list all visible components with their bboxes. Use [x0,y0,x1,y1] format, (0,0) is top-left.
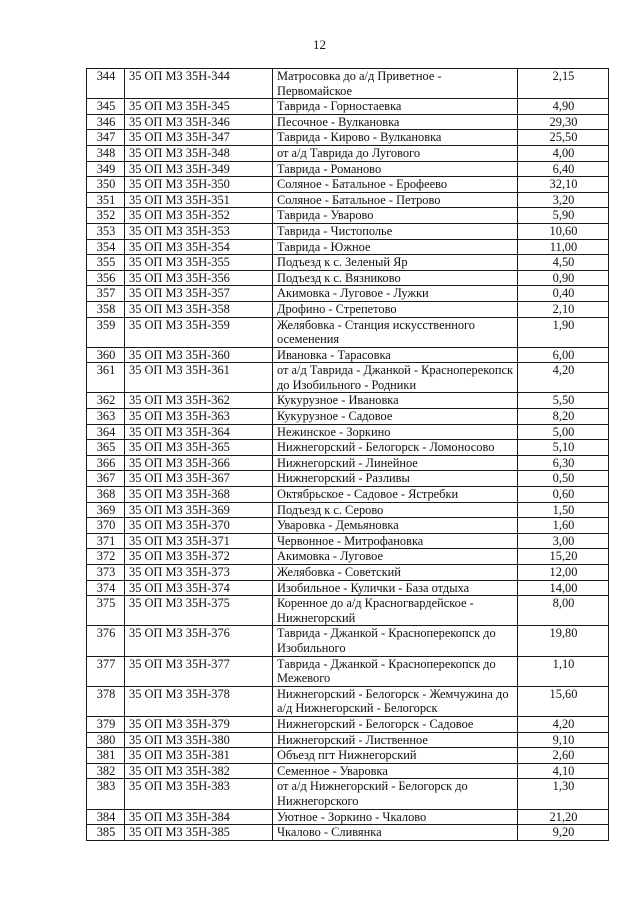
road-length-cell: 6,00 [518,347,609,363]
road-length-cell: 0,40 [518,286,609,302]
table-row [87,748,609,764]
road-length-cell: 14,00 [518,580,609,596]
road-code-cell: 35 ОП МЗ 35Н-379 [125,716,273,732]
road-name-cell: Таврида - Южное [273,239,518,255]
table-row [87,626,609,656]
road-name-cell: Таврида - Чистополье [273,223,518,239]
row-number-cell: 368 [87,487,125,503]
road-name-cell: Таврида - Кирово - Вулкановка [273,130,518,146]
road-length-cell: 4,10 [518,763,609,779]
road-length-cell: 0,60 [518,487,609,503]
road-name-cell: Дрофино - Стрепетово [273,301,518,317]
row-number-cell: 344 [87,69,125,99]
road-length-cell: 25,50 [518,130,609,146]
row-number-cell: 353 [87,223,125,239]
table-row [87,596,609,626]
road-code-cell: 35 ОП МЗ 35Н-375 [125,596,273,626]
table-row [87,424,609,440]
row-number-cell: 364 [87,424,125,440]
row-number-cell: 369 [87,502,125,518]
road-length-cell: 9,10 [518,732,609,748]
road-length-cell: 2,10 [518,301,609,317]
table-row [87,533,609,549]
road-name-cell: Изобильное - Кулички - База отдыха [273,580,518,596]
road-length-cell: 19,80 [518,626,609,656]
table-row [87,809,609,825]
road-length-cell: 8,20 [518,409,609,425]
road-name-cell: Коренное до а/д Красногвардейское - Нижнегорский [273,596,518,626]
road-name-cell: Нижнегорский - Белогорск - Жемчужина до а/д Нижнегорский - Белогорск [273,686,518,716]
road-code-cell: 35 ОП МЗ 35Н-358 [125,301,273,317]
table-row [87,502,609,518]
table-row [87,656,609,686]
road-length-cell: 3,20 [518,192,609,208]
row-number-cell: 383 [87,779,125,809]
row-number-cell: 352 [87,208,125,224]
table-row [87,130,609,146]
row-number-cell: 346 [87,114,125,130]
roads-table-body [87,69,609,841]
road-name-cell: Желябовка - Советский [273,565,518,581]
road-code-cell: 35 ОП МЗ 35Н-376 [125,626,273,656]
road-code-cell: 35 ОП МЗ 35Н-364 [125,424,273,440]
road-length-cell: 32,10 [518,177,609,193]
row-number-cell: 380 [87,732,125,748]
table-row [87,161,609,177]
road-length-cell: 1,10 [518,656,609,686]
table-row [87,270,609,286]
road-name-cell: Червонное - Митрофановка [273,533,518,549]
roads-table [86,68,609,841]
road-name-cell: Соляное - Батальное - Петрово [273,192,518,208]
road-length-cell: 21,20 [518,809,609,825]
table-row [87,145,609,161]
road-name-cell: Нижнегорский - Разливы [273,471,518,487]
road-code-cell: 35 ОП МЗ 35Н-365 [125,440,273,456]
road-code-cell: 35 ОП МЗ 35Н-381 [125,748,273,764]
road-code-cell: 35 ОП МЗ 35Н-352 [125,208,273,224]
road-code-cell: 35 ОП МЗ 35Н-362 [125,393,273,409]
road-name-cell: Таврида - Горностаевка [273,99,518,115]
row-number-cell: 375 [87,596,125,626]
row-number-cell: 350 [87,177,125,193]
road-code-cell: 35 ОП МЗ 35Н-383 [125,779,273,809]
road-length-cell: 29,30 [518,114,609,130]
row-number-cell: 372 [87,549,125,565]
row-number-cell: 360 [87,347,125,363]
road-length-cell: 11,00 [518,239,609,255]
road-code-cell: 35 ОП МЗ 35Н-345 [125,99,273,115]
road-length-cell: 4,00 [518,145,609,161]
road-name-cell: Нижнегорский - Белогорск - Садовое [273,716,518,732]
row-number-cell: 363 [87,409,125,425]
road-code-cell: 35 ОП МЗ 35Н-380 [125,732,273,748]
table-row [87,549,609,565]
road-length-cell: 4,90 [518,99,609,115]
road-code-cell: 35 ОП МЗ 35Н-350 [125,177,273,193]
road-length-cell: 5,10 [518,440,609,456]
road-name-cell: Нижнегорский - Линейное [273,455,518,471]
row-number-cell: 358 [87,301,125,317]
road-length-cell: 15,20 [518,549,609,565]
row-number-cell: 370 [87,518,125,534]
row-number-cell: 357 [87,286,125,302]
row-number-cell: 349 [87,161,125,177]
road-code-cell: 35 ОП МЗ 35Н-369 [125,502,273,518]
table-row [87,208,609,224]
table-row [87,732,609,748]
row-number-cell: 385 [87,825,125,841]
road-code-cell: 35 ОП МЗ 35Н-355 [125,255,273,271]
road-code-cell: 35 ОП МЗ 35Н-370 [125,518,273,534]
road-name-cell: Кукурузное - Садовое [273,409,518,425]
road-code-cell: 35 ОП МЗ 35Н-371 [125,533,273,549]
road-length-cell: 9,20 [518,825,609,841]
row-number-cell: 362 [87,393,125,409]
table-row [87,455,609,471]
road-name-cell: Чкалово - Сливянка [273,825,518,841]
table-row [87,317,609,347]
table-row [87,301,609,317]
row-number-cell: 381 [87,748,125,764]
road-code-cell: 35 ОП МЗ 35Н-347 [125,130,273,146]
road-name-cell: Уютное - Зоркино - Чкалово [273,809,518,825]
road-name-cell: Желябовка - Станция искусственного осеменения [273,317,518,347]
table-row [87,409,609,425]
table-row [87,716,609,732]
road-name-cell: Матросовка до а/д Приветное - Первомайское [273,69,518,99]
road-name-cell: Объезд пгт Нижнегорский [273,748,518,764]
road-code-cell: 35 ОП МЗ 35Н-372 [125,549,273,565]
road-name-cell: Нижнегорский - Лиственное [273,732,518,748]
row-number-cell: 354 [87,239,125,255]
row-number-cell: 378 [87,686,125,716]
table-row [87,471,609,487]
road-code-cell: 35 ОП МЗ 35Н-346 [125,114,273,130]
road-length-cell: 2,60 [518,748,609,764]
road-code-cell: 35 ОП МЗ 35Н-378 [125,686,273,716]
table-row [87,286,609,302]
row-number-cell: 373 [87,565,125,581]
road-length-cell: 6,40 [518,161,609,177]
road-code-cell: 35 ОП МЗ 35Н-353 [125,223,273,239]
row-number-cell: 347 [87,130,125,146]
road-length-cell: 4,20 [518,716,609,732]
table-row [87,686,609,716]
road-name-cell: Ивановка - Тарасовка [273,347,518,363]
row-number-cell: 348 [87,145,125,161]
road-name-cell: от а/д Нижнегорский - Белогорск до Нижнегорского [273,779,518,809]
road-length-cell: 6,30 [518,455,609,471]
road-code-cell: 35 ОП МЗ 35Н-377 [125,656,273,686]
road-code-cell: 35 ОП МЗ 35Н-373 [125,565,273,581]
page-number: 12 [313,37,326,52]
road-name-cell: Октябрьское - Садовое - Ястребки [273,487,518,503]
table-row [87,565,609,581]
road-code-cell: 35 ОП МЗ 35Н-374 [125,580,273,596]
road-name-cell: Подъезд к с. Вязниково [273,270,518,286]
road-code-cell: 35 ОП МЗ 35Н-363 [125,409,273,425]
road-name-cell: от а/д Таврида до Лугового [273,145,518,161]
table-row [87,363,609,393]
table-row [87,177,609,193]
road-code-cell: 35 ОП МЗ 35Н-357 [125,286,273,302]
road-code-cell: 35 ОП МЗ 35Н-349 [125,161,273,177]
road-length-cell: 2,15 [518,69,609,99]
road-length-cell: 0,50 [518,471,609,487]
road-length-cell: 12,00 [518,565,609,581]
road-name-cell: Нижнегорский - Белогорск - Ломоносово [273,440,518,456]
road-name-cell: Таврида - Романово [273,161,518,177]
road-name-cell: Песочное - Вулкановка [273,114,518,130]
row-number-cell: 377 [87,656,125,686]
row-number-cell: 382 [87,763,125,779]
table-row [87,192,609,208]
table-row [87,223,609,239]
road-code-cell: 35 ОП МЗ 35Н-361 [125,363,273,393]
table-row [87,114,609,130]
table-row [87,580,609,596]
row-number-cell: 365 [87,440,125,456]
road-name-cell: Кукурузное - Ивановка [273,393,518,409]
road-length-cell: 8,00 [518,596,609,626]
row-number-cell: 359 [87,317,125,347]
row-number-cell: 356 [87,270,125,286]
road-name-cell: Уваровка - Демьяновка [273,518,518,534]
road-name-cell: Акимовка - Луговое [273,549,518,565]
road-length-cell: 4,50 [518,255,609,271]
table-row [87,239,609,255]
table-row [87,69,609,99]
row-number-cell: 384 [87,809,125,825]
row-number-cell: 376 [87,626,125,656]
row-number-cell: 366 [87,455,125,471]
row-number-cell: 379 [87,716,125,732]
road-length-cell: 15,60 [518,686,609,716]
road-length-cell: 5,00 [518,424,609,440]
road-code-cell: 35 ОП МЗ 35Н-354 [125,239,273,255]
road-code-cell: 35 ОП МЗ 35Н-344 [125,69,273,99]
table-row [87,487,609,503]
road-name-cell: Подъезд к с. Зеленый Яр [273,255,518,271]
road-length-cell: 10,60 [518,223,609,239]
road-length-cell: 5,90 [518,208,609,224]
road-name-cell: Таврида - Джанкой - Красноперекопск до Межевого [273,656,518,686]
table-row [87,255,609,271]
road-code-cell: 35 ОП МЗ 35Н-385 [125,825,273,841]
road-code-cell: 35 ОП МЗ 35Н-384 [125,809,273,825]
road-name-cell: Акимовка - Луговое - Лужки [273,286,518,302]
table-row [87,779,609,809]
row-number-cell: 371 [87,533,125,549]
road-code-cell: 35 ОП МЗ 35Н-348 [125,145,273,161]
road-length-cell: 3,00 [518,533,609,549]
road-code-cell: 35 ОП МЗ 35Н-359 [125,317,273,347]
road-name-cell: от а/д Таврида - Джанкой - Красноперекопск до Изобильного - Родники [273,363,518,393]
road-name-cell: Таврида - Уварово [273,208,518,224]
road-length-cell: 5,50 [518,393,609,409]
road-length-cell: 1,90 [518,317,609,347]
road-code-cell: 35 ОП МЗ 35Н-351 [125,192,273,208]
row-number-cell: 361 [87,363,125,393]
road-length-cell: 4,20 [518,363,609,393]
table-row [87,518,609,534]
table-row [87,393,609,409]
road-code-cell: 35 ОП МЗ 35Н-382 [125,763,273,779]
road-name-cell: Соляное - Батальное - Ерофеево [273,177,518,193]
road-name-cell: Семенное - Уваровка [273,763,518,779]
table-row [87,440,609,456]
row-number-cell: 355 [87,255,125,271]
road-length-cell: 1,50 [518,502,609,518]
table-row [87,99,609,115]
road-length-cell: 1,30 [518,779,609,809]
row-number-cell: 367 [87,471,125,487]
road-length-cell: 1,60 [518,518,609,534]
road-name-cell: Таврида - Джанкой - Красноперекопск до Изобильного [273,626,518,656]
row-number-cell: 374 [87,580,125,596]
road-code-cell: 35 ОП МЗ 35Н-367 [125,471,273,487]
road-code-cell: 35 ОП МЗ 35Н-368 [125,487,273,503]
road-length-cell: 0,90 [518,270,609,286]
road-code-cell: 35 ОП МЗ 35Н-356 [125,270,273,286]
road-code-cell: 35 ОП МЗ 35Н-366 [125,455,273,471]
table-row [87,763,609,779]
road-name-cell: Подъезд к с. Серово [273,502,518,518]
table-row [87,347,609,363]
road-code-cell: 35 ОП МЗ 35Н-360 [125,347,273,363]
table-row [87,825,609,841]
row-number-cell: 345 [87,99,125,115]
road-name-cell: Нежинское - Зоркино [273,424,518,440]
row-number-cell: 351 [87,192,125,208]
